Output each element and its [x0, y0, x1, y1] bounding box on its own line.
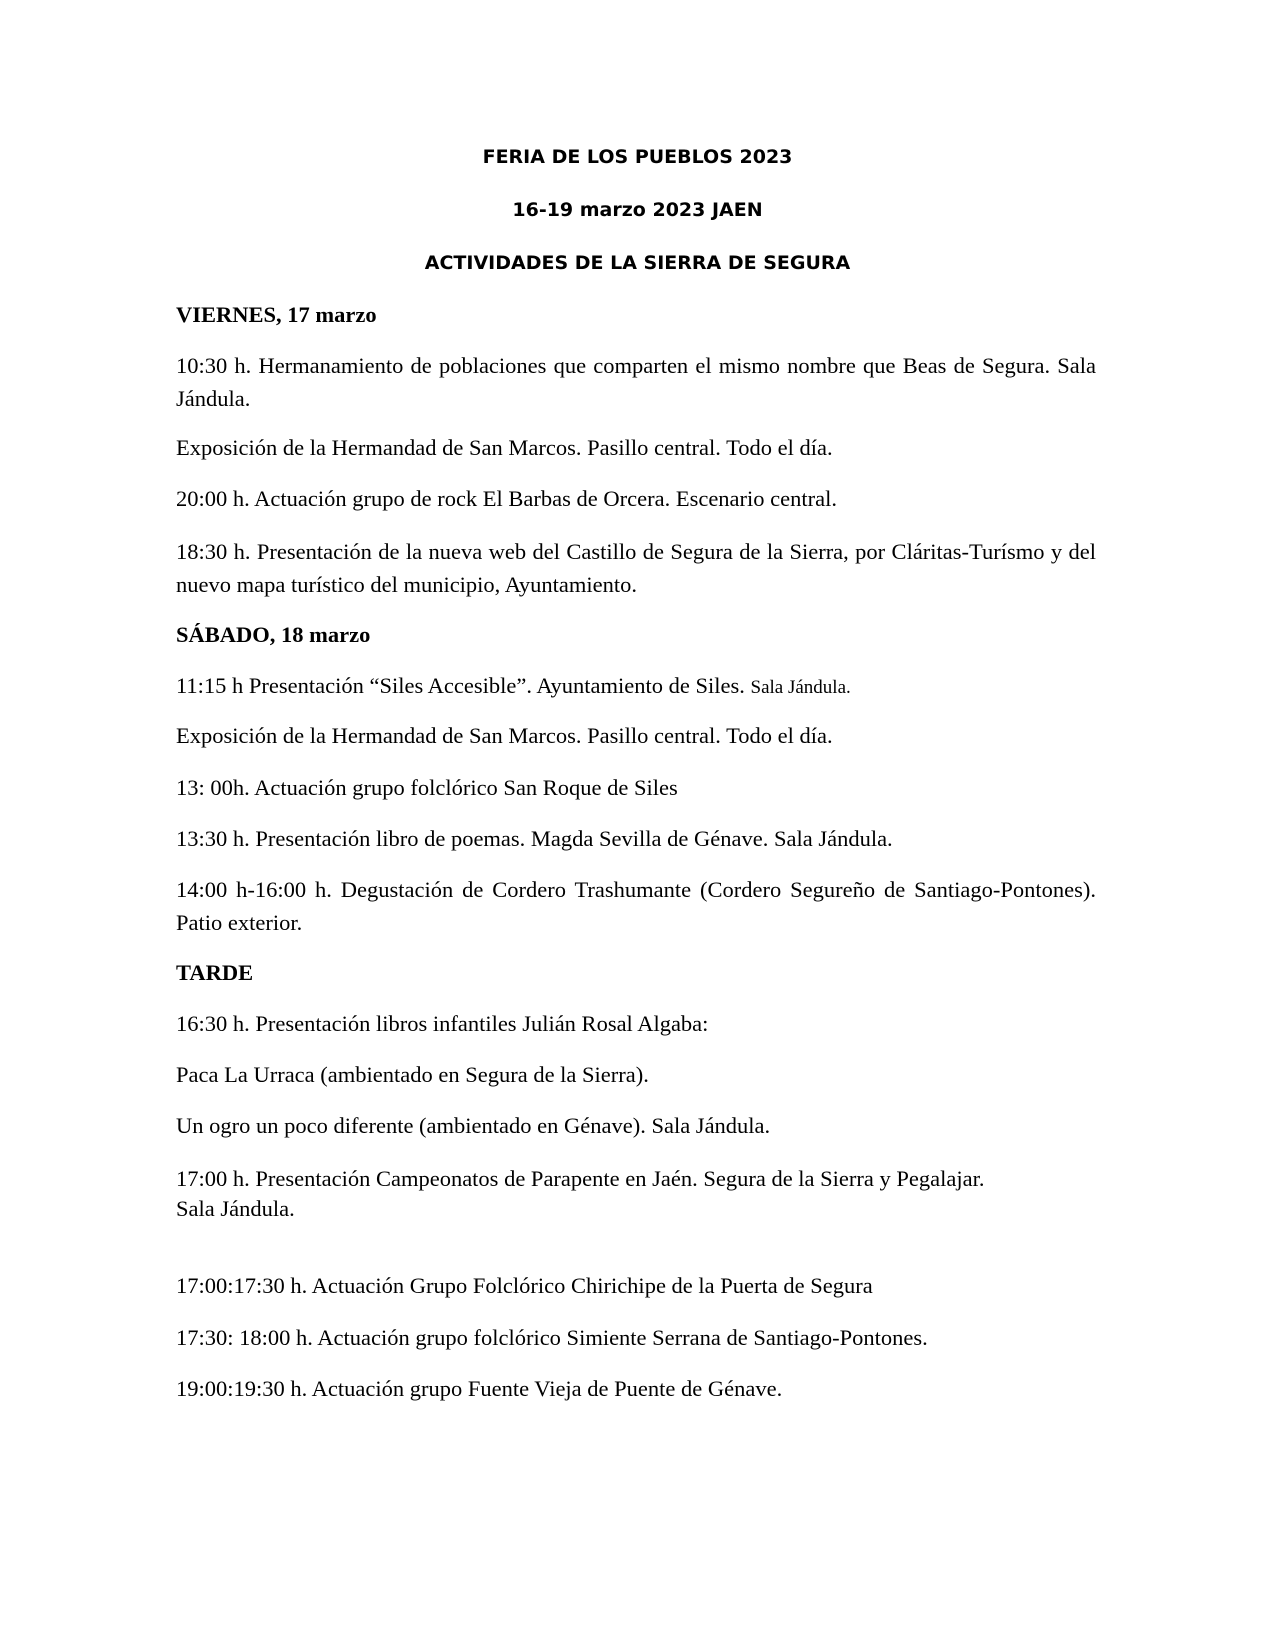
activity-item-continuation: Sala Jándula. [176, 1196, 295, 1221]
event-dates: 16-19 marzo 2023 JAEN [512, 199, 763, 221]
activity-item: 17:00 h. Presentación Campeonatos de Parapente en Jaén. Segura de la Sierra y Pegalajar. [176, 1166, 985, 1191]
activity-item: 16:30 h. Presentación libros infantiles Julián Rosal Algaba: [176, 1011, 709, 1036]
activity-item-location: Sala Jándula. [750, 677, 851, 698]
activity-item: 13: 00h. Actuación grupo folclórico San Roque de Siles [176, 775, 678, 800]
document-title: FERIA DE LOS PUEBLOS 2023 [482, 146, 793, 168]
document-subtitle: ACTIVIDADES DE LA SIERRA DE SEGURA [424, 252, 851, 274]
activity-item: 17:30: 18:00 h. Actuación grupo folclórico Simiente Serrana de Santiago-Pontones. [176, 1325, 928, 1350]
activity-item-main: 11:15 h Presentación “Siles Accesible”. Ayuntamiento de Siles. [176, 673, 745, 698]
day-heading-friday: VIERNES, 17 marzo [176, 302, 377, 327]
activity-item: 17:00:17:30 h. Actuación Grupo Folclórico Chirichipe de la Puerta de Segura [176, 1273, 873, 1298]
activity-item: 18:30 h. Presentación de la nueva web del Castillo de Segura de la Sierra, por Cláritas-Turísmo y del nuevo mapa turístico del municipio, Ayuntamiento. [176, 539, 1096, 597]
activity-item: Exposición de la Hermandad de San Marcos. Pasillo central. Todo el día. [176, 723, 833, 748]
activity-item: Paca La Urraca (ambientado en Segura de la Sierra). [176, 1062, 649, 1087]
activity-item: 13:30 h. Presentación libro de poemas. Magda Sevilla de Génave. Sala Jándula. [176, 826, 893, 851]
activity-item: Un ogro un poco diferente (ambientado en Génave). Sala Jándula. [176, 1113, 771, 1138]
activity-item: 10:30 h. Hermanamiento de poblaciones que comparten el mismo nombre que Beas de Segura. Sala Jándula. [176, 353, 1096, 411]
section-heading-afternoon: TARDE [176, 960, 254, 985]
activity-item: 20:00 h. Actuación grupo de rock El Barbas de Orcera. Escenario central. [176, 486, 837, 511]
activity-item: 19:00:19:30 h. Actuación grupo Fuente Vieja de Puente de Génave. [176, 1376, 783, 1401]
activity-item: 14:00 h-16:00 h. Degustación de Cordero Trashumante (Cordero Segureño de Santiago-Pontones). Patio exterior. [176, 877, 1096, 935]
activity-item [176, 669, 1096, 704]
day-heading-saturday: SÁBADO, 18 marzo [176, 622, 371, 647]
activity-item: Exposición de la Hermandad de San Marcos. Pasillo central. Todo el día. [176, 435, 833, 460]
